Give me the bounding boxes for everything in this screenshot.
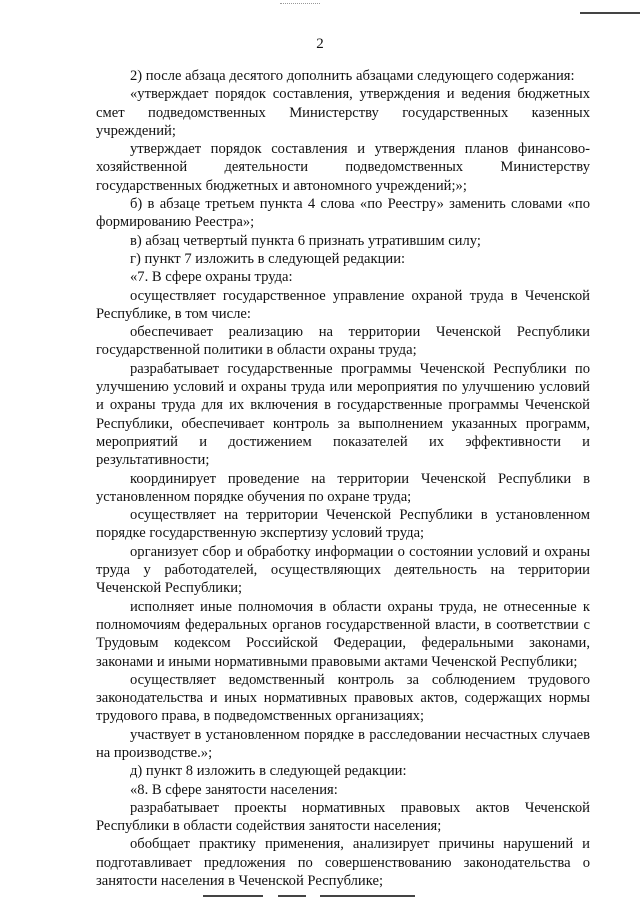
paragraph: г) пункт 7 изложить в следующей редакции:	[130, 250, 406, 267]
paragraph: организует сбор и обработку информации о состоянии условий и охраны труда у работодателей, осуществляющих деятельность на территории Чеченской Республики;	[96, 543, 590, 597]
page-number: 2	[316, 36, 324, 52]
paragraph: «8. В сфере занятости населения:	[130, 781, 338, 798]
document-body	[96, 67, 590, 890]
scan-artifact-bottom	[278, 895, 306, 897]
paragraph: обобщает практику применения, анализирует причины нарушений и подготавливает предложения по совершенствованию законодательства о занятости населения в Чеченской Республике;	[96, 836, 590, 890]
scan-artifact-top	[280, 3, 320, 6]
paragraph: исполняет иные полномочия в области охраны труда, не отнесенные к полномочиям федеральных органов государственной власти, в соответствии с Трудовым кодексом Российской Федерации, федеральными законами, законами и иными нормативными правовыми актами Чеченской Республики;	[96, 598, 590, 670]
scan-artifact-bottom	[320, 895, 415, 897]
paragraph: в) абзац четвертый пункта 6 признать утратившим силу;	[130, 232, 481, 249]
paragraph: 2) после абзаца десятого дополнить абзацами следующего содержания:	[130, 68, 575, 84]
paragraph: осуществляет ведомственный контроль за соблюдением трудового законодательства и иных нормативных правовых актов, содержащих нормы трудового права, в подведомственных организациях;	[96, 671, 590, 725]
paragraph: осуществляет государственное управление охраной труда в Чеченской Республике, в том числе:	[96, 287, 590, 322]
scan-artifact-bottom	[203, 895, 263, 897]
paragraph: разрабатывает проекты нормативных правовых актов Чеченской Республики в области содействия занятости населения;	[96, 799, 590, 835]
paragraph: разрабатывает государственные программы Чеченской Республики по улучшению условий и охраны труда или мероприятия по улучшению условий и охраны труда для их включения в государственные программы Чеченской Республики, обеспечивает контроль за выполнением указанных программ, мероприятий и достижением показателей их эффективности и результативности;	[96, 360, 590, 469]
paragraph: координирует проведение на территории Чеченской Республики в установленном порядке обучения по охране труда;	[96, 470, 590, 505]
paragraph: «утверждает порядок составления, утверждения и ведения бюджетных смет подведомственных Министерству государственных казенных учреждений;	[96, 86, 590, 139]
paragraph: осуществляет на территории Чеченской Республики в установленном порядке государственную экспертизу условий труда;	[96, 507, 590, 542]
paragraph: участвует в установленном порядке в расследовании несчастных случаев на производстве.»;	[96, 726, 590, 761]
paragraph: б) в абзаце третьем пункта 4 слова «по Реестру» заменить словами «по формированию Реестра»;	[96, 196, 590, 231]
paragraph: «7. В сфере охраны труда:	[130, 269, 293, 286]
paragraph: обеспечивает реализацию на территории Чеченской Республики государственной политики в области охраны труда;	[96, 324, 590, 359]
paragraph: д) пункт 8 изложить в следующей редакции:	[130, 763, 407, 780]
paragraph: утверждает порядок составления и утверждения планов финансово-хозяйственной деятельности подведомственных Министерству государственных бюджетных и автономного учреждений;»;	[96, 141, 590, 194]
scan-artifact-right	[580, 12, 640, 14]
